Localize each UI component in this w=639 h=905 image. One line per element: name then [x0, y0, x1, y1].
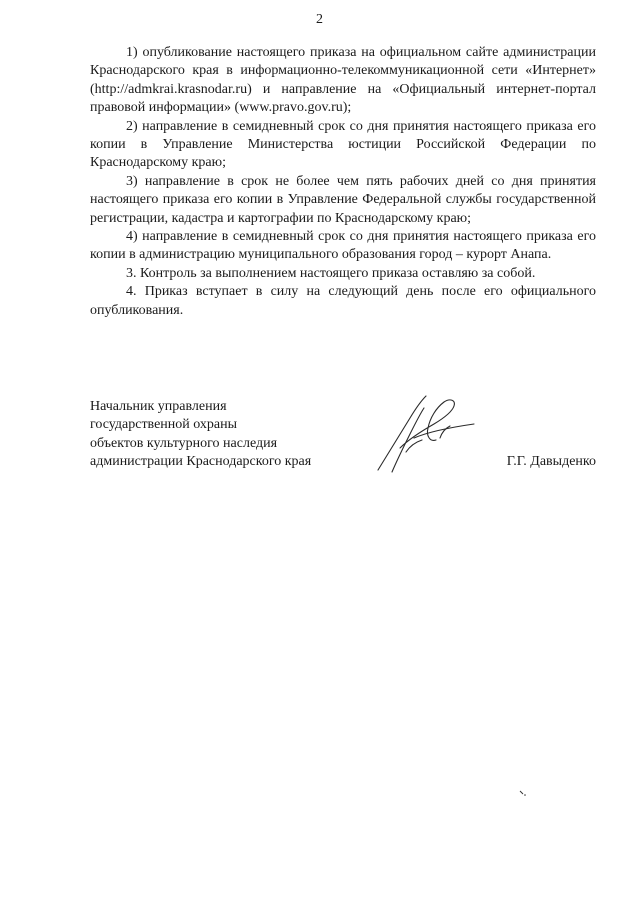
- document-body: [90, 44, 596, 320]
- paragraph-item-1: 1) опубликование настоящего приказа на официальном сайте администрации Краснодарского края в информационно-телекоммуникационной сети «Интернет» (http://admkrai.krasnodar.ru) и направление на «Официальный интернет-портал правовой информации» (www.pravo.gov.ru);: [90, 45, 596, 116]
- paragraph-item-2: 2) направление в семидневный срок со дня принятия настоящего приказа его копии в Управление Министерства юстиции Российской Федерации по Краснодарскому краю;: [90, 118, 596, 171]
- signatory-title-line: государственной охраны: [90, 417, 238, 433]
- paragraph-item-3: 3) направление в срок не более чем пять рабочих дней со дня принятия настоящего приказа его копии в Управление Федеральной службы государственной регистрации, кадастра и картографии по Краснодарскому краю;: [90, 173, 596, 226]
- signatory-name: Г.Г. Давыденко: [506, 454, 596, 470]
- signature-block: [90, 398, 596, 478]
- handwritten-signature: [370, 388, 480, 478]
- page-number: 2: [316, 12, 323, 27]
- paragraph-item-4: 4) направление в семидневный срок со дня принятия настоящего приказа его копии в администрацию муниципального образования город – курорт Анапа.: [90, 229, 596, 263]
- paragraph-effective: 4. Приказ вступает в силу на следующий день после его официального опубликования.: [90, 284, 596, 318]
- signatory-title-line: объектов культурного наследия: [90, 435, 278, 451]
- signatory-title-line: Начальник управления: [90, 399, 227, 414]
- paragraph-control: 3. Контроль за выполнением настоящего приказа оставляю за собой.: [126, 265, 536, 281]
- signatory-title-line: администрации Краснодарского края: [90, 454, 312, 470]
- scan-artifact-mark: [518, 788, 528, 798]
